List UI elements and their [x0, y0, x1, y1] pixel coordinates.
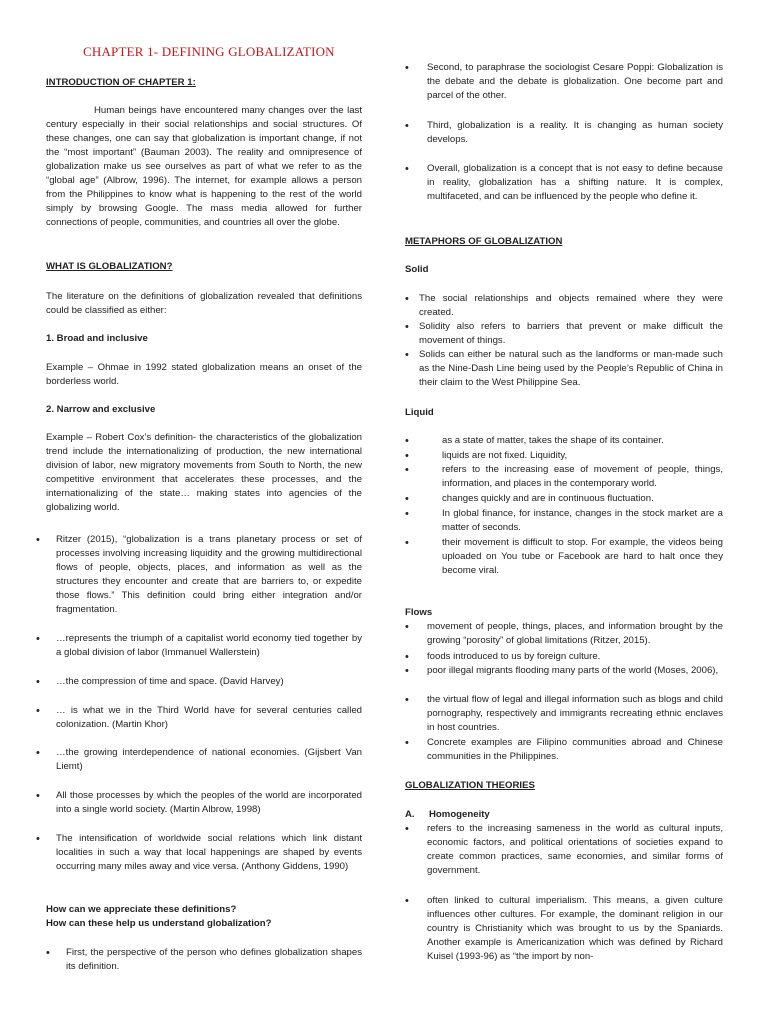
definition-item: • … is what we in the Third World have for several centuries called colonization. (Martin Khor) [36, 705, 362, 730]
bullet-icon: • [36, 790, 40, 802]
bullet-icon: • [405, 450, 409, 462]
theories-heading: GLOBALIZATION THEORIES [405, 780, 535, 791]
flows-item: • poor illegal migrants flooding many parts of the world (Moses, 2006), [405, 665, 719, 677]
bullet-icon: • [405, 665, 409, 677]
solid-item: • Solidity also refers to barriers that prevent or make difficult the movement of things. [405, 321, 723, 346]
liquid-item: • liquids are not fixed. Liquidity, [405, 450, 568, 462]
bullet-icon: • [405, 349, 409, 361]
solid-heading: Solid [405, 264, 429, 275]
point-item: • Overall, globalization is a concept that is not easy to define because in reality, globalization has a shifting nature. It is complex, multifaceted, and can be influenced by the people who define it. [405, 163, 723, 202]
definition-item: • …the growing interdependence of national economies. (Gijsbert Van Liemt) [36, 747, 362, 772]
bullet-icon: • [405, 120, 409, 132]
solid-item: • The social relationships and objects remained where they were created. [405, 293, 723, 318]
bullet-icon: • [405, 508, 409, 520]
bullet-icon: • [36, 747, 40, 759]
homogeneity-heading: Homogeneity [429, 809, 490, 820]
bullet-icon: • [46, 947, 50, 959]
bullet-icon: • [36, 633, 40, 645]
homogeneity-item: • refers to the increasing sameness in the world as cultural inputs, economic factors, and political orientations of societies expand to create common practices, same economies, and similar forms of government. [405, 823, 723, 876]
bullet-icon: • [36, 534, 40, 546]
bullet-icon: • [36, 676, 40, 688]
definition-item: • The intensification of worldwide social relations which link distant localities in such a way that local happenings are shaped by events occurring many miles away and vice versa. (Anthony Giddens, 1990) [36, 833, 362, 872]
definition-item: • …represents the triumph of a capitalist world economy tied together by a global division of labor (Immanuel Wallerstein) [36, 633, 362, 658]
flows-item: • movement of people, things, places, and information brought by the growing “porosity” of global limitations (Ritzer, 2015). [405, 621, 723, 646]
intro-heading: INTRODUCTION OF CHAPTER 1: [46, 77, 196, 88]
first-point: • First, the perspective of the person who defines globalization shapes its definition. [46, 947, 362, 972]
homogeneity-letter: A. [405, 809, 415, 820]
chapter-title: CHAPTER 1- DEFINING GLOBALIZATION [83, 44, 335, 59]
bullet-icon: • [405, 895, 409, 907]
bullet-icon: • [405, 464, 409, 476]
definition-item: • Ritzer (2015), “globalization is a trans planetary process or set of processes involving increasing liquidity and the growing multidirectional flows of people, objects, places, and information as well as the structures they encounter and create that are barriers to, or expedite those flows.” This definition could bring either integration and/or fragmentation. [36, 534, 362, 615]
broad-paragraph: Example – Ohmae in 1992 stated globalization means an onset of the borderless world. [46, 362, 362, 387]
bullet-icon: • [405, 321, 409, 333]
liquid-item: • their movement is difficult to stop. For example, the videos being uploaded on You tube or Facebook are hard to halt once they become viral. [405, 537, 723, 576]
metaphors-heading: METAPHORS OF GLOBALIZATION [405, 236, 563, 247]
flows-item: • Concrete examples are Filipino communities abroad and Chinese communities in the Philippines. [405, 737, 723, 762]
flows-heading: Flows [405, 607, 433, 618]
bullet-icon: • [405, 737, 409, 749]
definition-item: • All those processes by which the peoples of the world are incorporated into a single world society. (Martin Albrow, 1998) [36, 790, 362, 815]
liquid-item: • refers to the increasing ease of movement of people, things, information, and places in the contemporary world. [405, 464, 723, 489]
question-2: How can these help us understand globalization? [46, 918, 272, 929]
definition-item: • …the compression of time and space. (David Harvey) [36, 676, 284, 688]
what-heading: WHAT IS GLOBALIZATION? [46, 261, 173, 272]
bullet-icon: • [36, 705, 40, 717]
flows-item: • the virtual flow of legal and illegal information such as blogs and child pornography, respectively and immigrants recreating ethnic enclaves in host countries. [405, 694, 723, 733]
liquid-item: • as a state of matter, takes the shape of its container. [405, 435, 664, 447]
what-paragraph: The literature on the definitions of globalization revealed that definitions could be classified as either: [46, 291, 362, 316]
narrow-heading: 2. Narrow and exclusive [46, 404, 156, 415]
narrow-paragraph: Example – Robert Cox’s definition- the characteristics of the globalization trend include the internationalizing of production, the new international division of labor, new migratory movements from South to North, the new competitive environment that accelerates these processes, and the internationalizing of the state… making states into agencies of the globalizing world. [46, 432, 362, 513]
bullet-icon: • [405, 293, 409, 305]
solid-item: • Solids can either be natural such as the landforms or man-made such as the Nine-Dash Line being used by the People’s Republic of China in their claim to the West Philippine Sea. [405, 349, 723, 388]
question-1: How can we appreciate these definitions? [46, 904, 237, 915]
bullet-icon: • [405, 694, 409, 706]
bullet-icon: • [405, 435, 409, 447]
bullet-icon: • [36, 833, 40, 845]
bullet-icon: • [405, 823, 409, 835]
bullet-icon: • [405, 493, 409, 505]
bullet-icon: • [405, 163, 409, 175]
liquid-item: • changes quickly and are in continuous fluctuation. [405, 493, 654, 505]
bullet-icon: • [405, 651, 409, 663]
point-item: • Third, globalization is a reality. It is changing as human society develops. [405, 120, 723, 145]
bullet-icon: • [405, 621, 409, 633]
liquid-heading: Liquid [405, 407, 434, 418]
liquid-item: • In global finance, for instance, changes in the stock market are a matter of seconds. [405, 508, 723, 533]
homogeneity-item: • often linked to cultural imperialism. This means, a given culture influences other cultures. For example, the dominant religion in our country is Christianity which was brought to us by the Spaniards. Another example is Americanization which was defined by Richard Kuisel (1993-96) as “the import by non- [405, 895, 723, 962]
broad-heading: 1. Broad and inclusive [46, 333, 148, 344]
flows-item: • foods introduced to us by foreign culture. [405, 651, 601, 663]
bullet-icon: • [405, 62, 409, 74]
intro-paragraph: Human beings have encountered many changes over the last century especially in their social relationships and social structures. Of these changes, one can say that globalization is important change, if not the “most important” (Bauman 2003). The reality and omnipresence of globalization make us see ourselves as part of what we refer to as the “global age” (Albrow, 1996). The internet, for example allows a person from the Philippines to know what is happening to the rest of the world simply by browsing Google. The mass media allowed for further connections of people, communities, and countries all over the globe. [46, 105, 362, 228]
bullet-icon: • [405, 537, 409, 549]
point-item: • Second, to paraphrase the sociologist Cesare Poppi: Globalization is the debate and the debate is globalization. One become part and parcel of the other. [405, 62, 723, 101]
